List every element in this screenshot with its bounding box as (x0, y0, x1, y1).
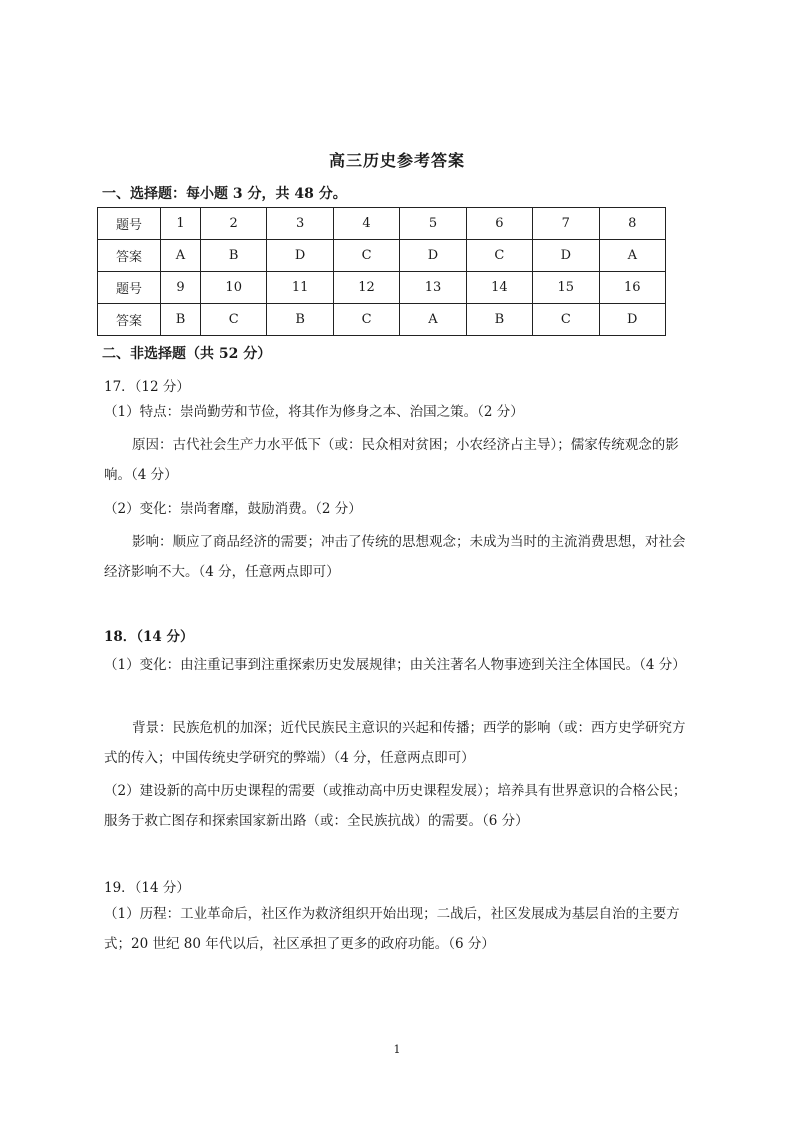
answer-cell: 1 (161, 208, 201, 240)
page-number: 1 (393, 1043, 401, 1056)
q19-number: 19．（14 分） (104, 880, 190, 896)
answer-table-row (98, 304, 666, 336)
answer-cell: 4 (333, 208, 399, 240)
row-label: 答案 (98, 304, 161, 336)
answer-cell: C (466, 240, 532, 272)
answer-cell: 7 (533, 208, 599, 240)
row-label: 答案 (98, 240, 161, 272)
answer-cell: D (599, 304, 665, 336)
q17-impact: 影响：顺应了商品经济的需要；冲击了传统的思想观念；未成为当时的主流消费思想，对社会经济影响不大。（4 分，任意两点即可） (104, 534, 686, 580)
answer-cell: D (400, 240, 466, 272)
answer-cell: D (267, 240, 333, 272)
answer-cell: 6 (466, 208, 532, 240)
answer-cell: 11 (267, 272, 333, 304)
answer-cell: 9 (161, 272, 201, 304)
answer-cell: C (200, 304, 266, 336)
answer-table-row (98, 240, 666, 272)
section2-heading: 二、非选择题（共 52 分） (102, 346, 272, 362)
answer-table-row (98, 272, 666, 304)
answer-cell: A (161, 240, 201, 272)
answer-cell: B (200, 240, 266, 272)
q18-part1: （1）变化：由注重记事到注重探索历史发展规律；由关注著名人物事迹到关注全体国民。（4 分） (104, 657, 686, 673)
answer-cell: 3 (267, 208, 333, 240)
answer-cell: B (267, 304, 333, 336)
answer-table (97, 207, 666, 336)
answer-cell: B (466, 304, 532, 336)
answer-cell: C (533, 304, 599, 336)
answer-cell: C (333, 304, 399, 336)
answer-cell: A (400, 304, 466, 336)
q19-part1: （1）历程：工业革命后，社区作为救济组织开始出现；二战后，社区发展成为基层自治的主要方式；20 世纪 80 年代以后，社区承担了更多的政府功能。（6 分） (104, 906, 680, 952)
q18-background: 背景：民族危机的加深；近代民族民主意识的兴起和传播；西学的影响（或：西方史学研究方式的传入；中国传统史学研究的弊端）（4 分，任意两点即可） (104, 720, 686, 766)
q17-part2: （2）变化：崇尚奢靡，鼓励消费。（2 分） (104, 501, 362, 517)
answer-cell: C (333, 240, 399, 272)
row-label: 题号 (98, 208, 161, 240)
q17-part1: （1）特点：崇尚勤劳和节俭，将其作为修身之本、治国之策。（2 分） (104, 404, 524, 420)
answer-cell: D (533, 240, 599, 272)
answer-cell: 8 (599, 208, 665, 240)
answer-cell: 16 (599, 272, 665, 304)
answer-cell: 2 (200, 208, 266, 240)
answer-cell: 10 (200, 272, 266, 304)
answer-table-row (98, 208, 666, 240)
answer-cell: B (161, 304, 201, 336)
answer-cell: 13 (400, 272, 466, 304)
q18-part2: （2）建设新的高中历史课程的需要（或推动高中历史课程发展）；培养具有世界意识的合格公民；服务于救亡图存和探索国家新出路（或：全民族抗战）的需要。（6 分） (104, 783, 687, 829)
page-title: 高三历史参考答案 (328, 151, 465, 170)
q18-number: 18．（14 分） (104, 629, 194, 645)
row-label: 题号 (98, 272, 161, 304)
q17-reason: 原因：古代社会生产力水平低下（或：民众相对贫困；小农经济占主导）；儒家传统观念的影响。（4 分） (104, 437, 679, 483)
answer-cell: A (599, 240, 665, 272)
q17-number: 17．（12 分） (104, 379, 190, 395)
answer-cell: 14 (466, 272, 532, 304)
answer-cell: 5 (400, 208, 466, 240)
answer-cell: 15 (533, 272, 599, 304)
section1-heading: 一、选择题：每小题 3 分，共 48 分。 (102, 186, 347, 202)
answer-cell: 12 (333, 272, 399, 304)
